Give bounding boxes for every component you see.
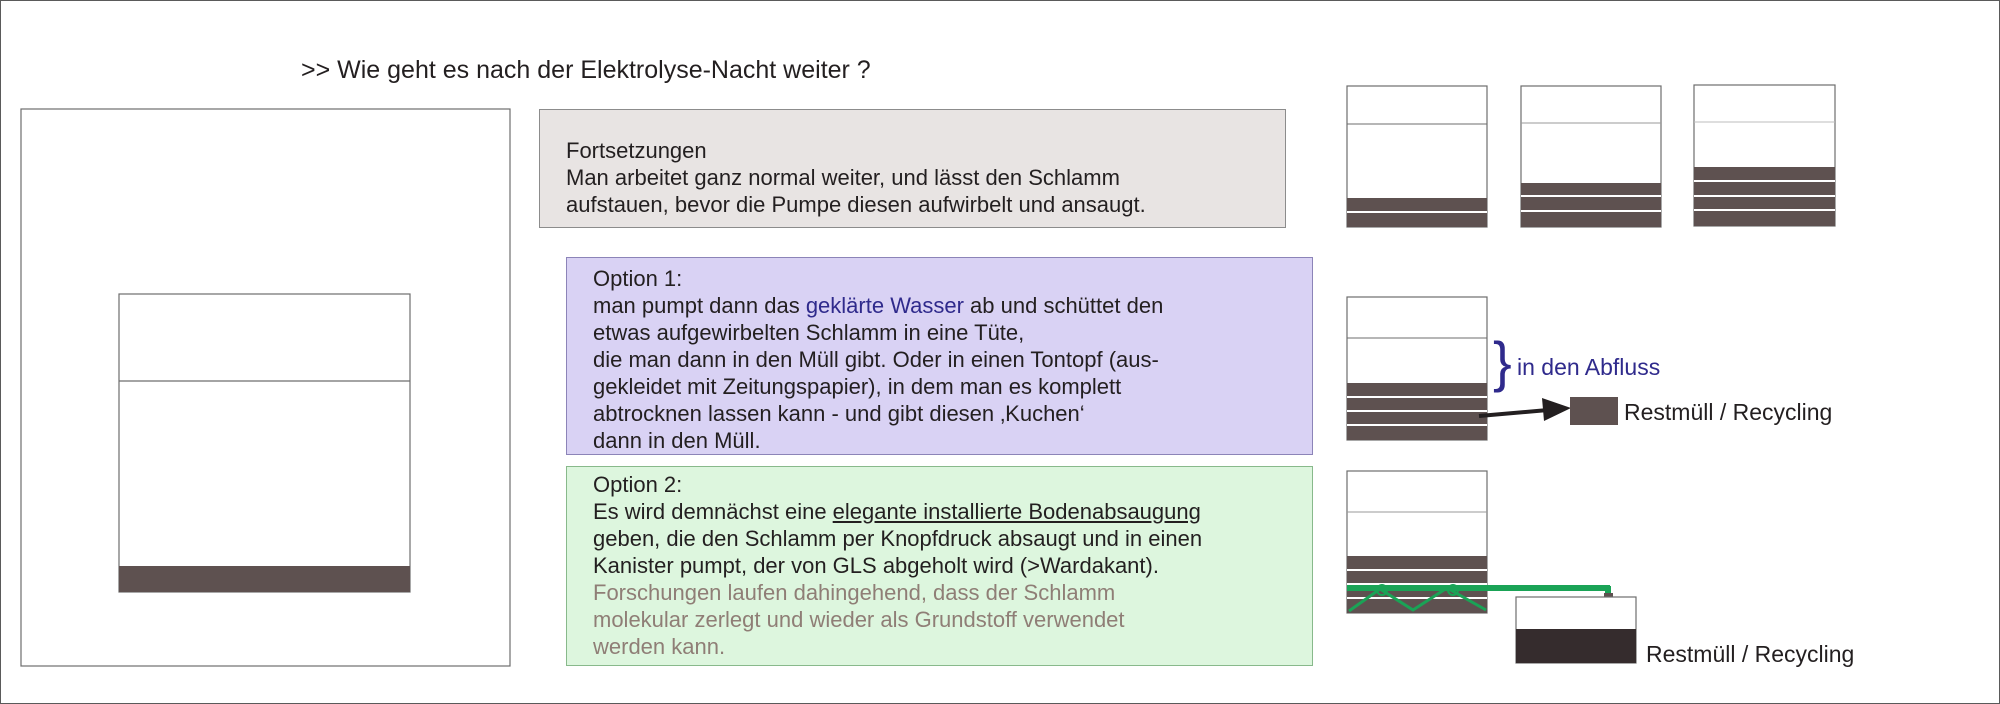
option1-line: etwas aufgewirbelten Schlamm in eine Tüte, xyxy=(593,320,1025,345)
residual-waste-label: Restmüll / Recycling xyxy=(1624,399,1833,425)
continuation-line: aufstauen, bevor die Pumpe diesen aufwirbelt und ansaugt. xyxy=(566,192,1146,217)
option2-line: Kanister pumpt, der von GLS abgeholt wird (>Wardakant). xyxy=(593,553,1159,578)
option2-research-line: molekular zerlegt und wieder als Grundstoff verwendet xyxy=(593,607,1125,632)
floor-suction-underlined: elegante installierte Bodenabsaugung xyxy=(832,499,1201,524)
tank-stage-3 xyxy=(1694,85,1835,226)
residual-waste-label: Restmüll / Recycling xyxy=(1646,641,1855,667)
waste-block-option1 xyxy=(1570,397,1618,425)
arrow-icon xyxy=(1479,398,1571,421)
tank-option2 xyxy=(1347,471,1487,613)
option1-line: gekleidet mit Zeitungspapier), in dem man es komplett xyxy=(593,374,1122,399)
option1-line: dann in den Müll. xyxy=(593,428,761,453)
option1-line: die man dann in den Müll gibt. Oder in einen Tontopf (aus- xyxy=(593,347,1159,372)
option2-research-line: werden kann. xyxy=(593,634,726,659)
continuation-line: Man arbeitet ganz normal weiter, und lässt den Schlamm xyxy=(566,165,1120,190)
option2-line: Es wird demnächst eine elegante installierte Bodenabsaugung xyxy=(593,499,1201,524)
option2-research-line: Forschungen laufen dahingehend, dass der Schlamm xyxy=(593,580,1116,605)
large-tank-sludge xyxy=(119,566,410,592)
brace-icon: } xyxy=(1493,330,1512,393)
large-tank xyxy=(119,294,410,592)
collection-canister xyxy=(1516,597,1636,663)
option2-heading: Option 2: xyxy=(593,472,683,497)
continuation-heading: Fortsetzungen xyxy=(566,138,707,163)
tank-stage-1 xyxy=(1347,86,1487,227)
option1-line: man pumpt dann das geklärte Wasser ab und schüttet den xyxy=(593,293,1164,318)
tank-stage-2 xyxy=(1521,86,1661,227)
option1-line: abtrocknen lassen kann - und gibt diesen ‚Kuchen‘ xyxy=(593,401,1085,426)
option1-heading: Option 1: xyxy=(593,266,683,291)
clarified-water-highlight: geklärte Wasser xyxy=(805,293,964,318)
option2-line: geben, die den Schlamm per Knopfdruck absaugt und in einen xyxy=(593,526,1203,551)
page-title: >> Wie geht es nach der Elektrolyse-Nacht weiter ? xyxy=(301,56,871,84)
tank-option1 xyxy=(1347,297,1487,440)
drain-label: in den Abfluss xyxy=(1517,354,1661,380)
